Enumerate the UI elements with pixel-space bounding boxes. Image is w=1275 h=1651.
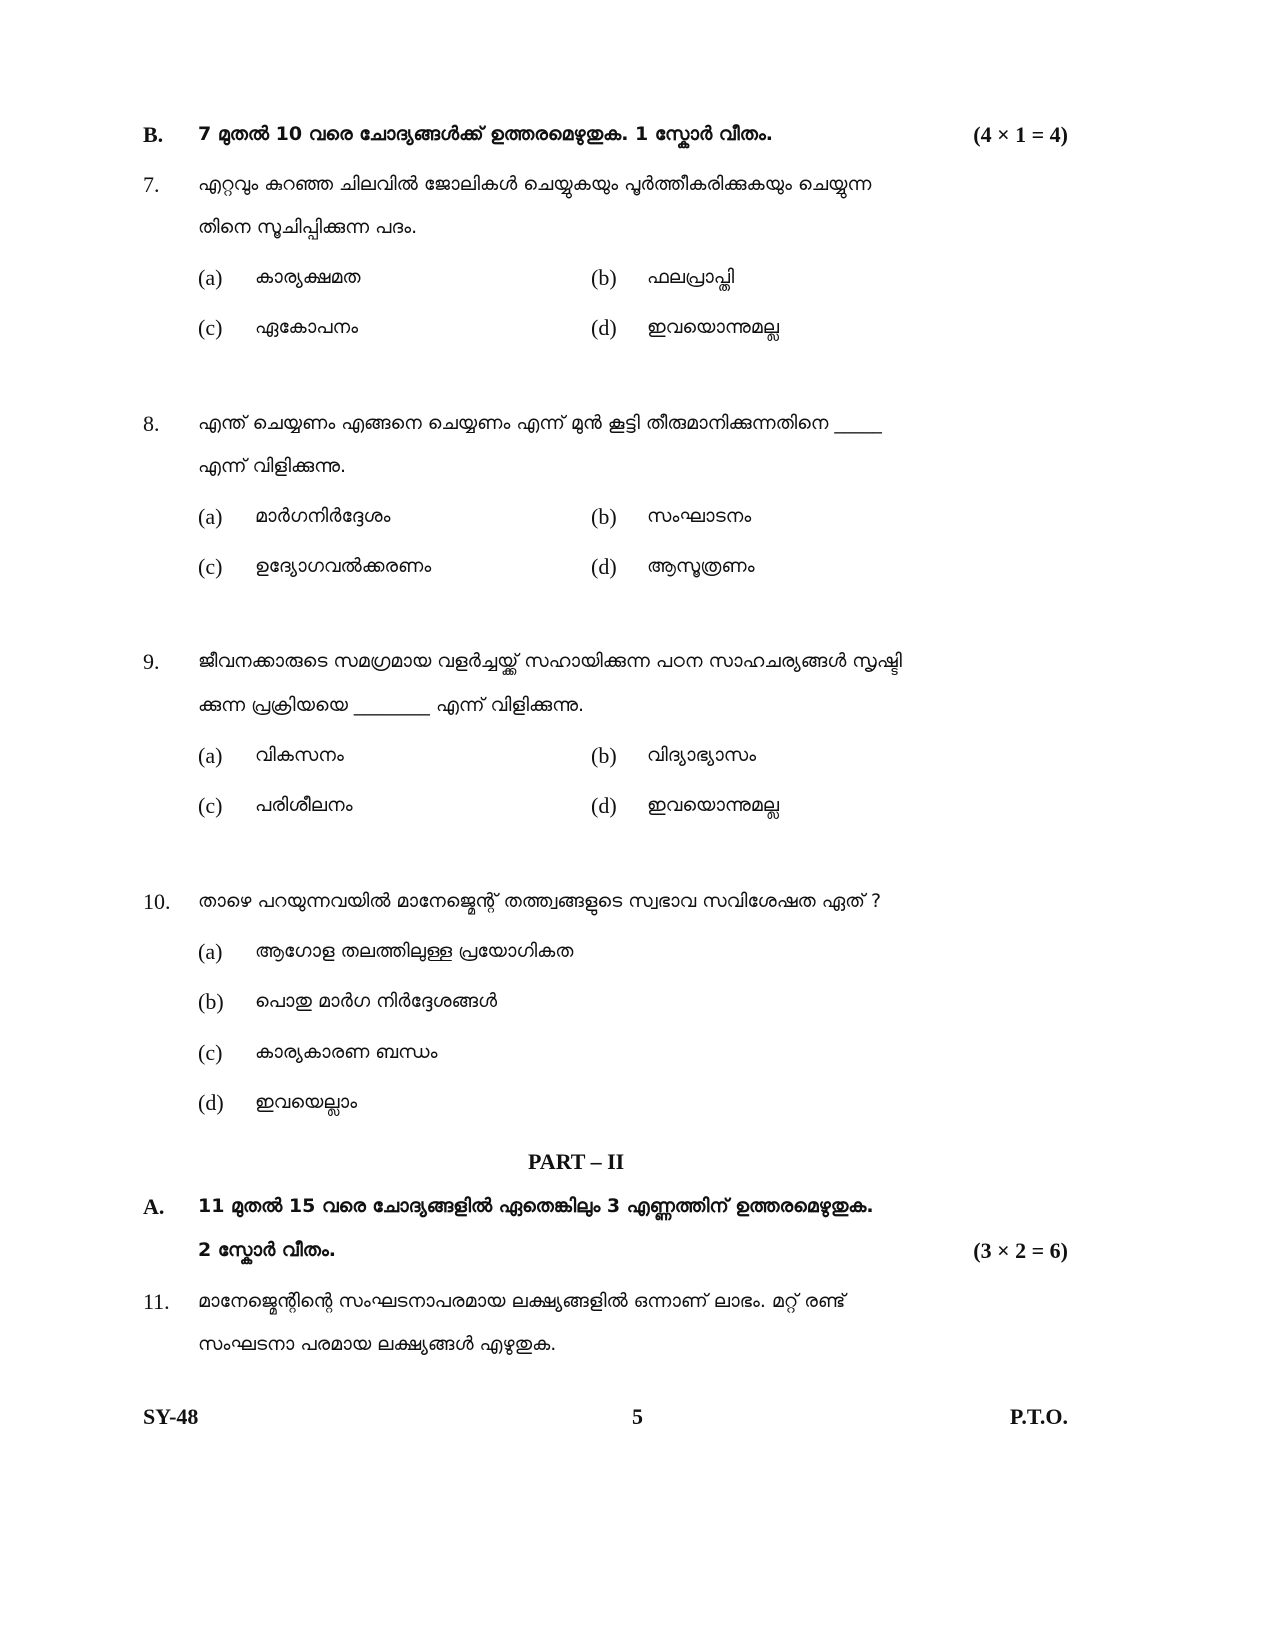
option-text: പൊതു മാർഗ നിർദ്ദേശങ്ങൾ	[255, 990, 498, 1012]
question-number: 11.	[143, 1289, 170, 1314]
part-title: PART – II	[528, 1149, 625, 1174]
option-label: (b)	[591, 265, 617, 290]
option-label: (a)	[198, 265, 223, 290]
option-text: ആസൂത്രണം	[647, 555, 755, 577]
question-number: 8.	[143, 411, 160, 436]
question-text-line: മാനേജ്മെന്റിന്റെ സംഘടനാപരമായ ലക്ഷ്യങ്ങളിൽ ഒന്നാണ് ലാഭം. മറ്റ് രണ്ട്	[198, 1290, 846, 1312]
option-text: കാര്യകാരണ ബന്ധം	[255, 1041, 438, 1063]
option-label: (b)	[198, 989, 224, 1014]
option-label: (a)	[198, 939, 223, 964]
section-marks: (4 × 1 = 4)	[973, 122, 1068, 147]
section-instruction: 2 സ്കോർ വീതം.	[198, 1239, 336, 1261]
option-text: പരിശീലനം	[255, 794, 353, 816]
option-label: (b)	[591, 743, 617, 768]
section-instruction: 11 മുതൽ 15 വരെ ചോദ്യങ്ങളിൽ ഏതെങ്കിലും 3 എണ്ണത്തിന് ഉത്തരമെഴുതുക.	[198, 1195, 874, 1217]
question-text-line: തിനെ സൂചിപ്പിക്കുന്ന പദം.	[198, 216, 418, 238]
question-number: 9.	[143, 649, 160, 674]
pto-label: P.T.O.	[1009, 1404, 1068, 1429]
option-label: (c)	[198, 554, 223, 579]
question-text-line: എന്ത് ചെയ്യണം എങ്ങനെ ചെയ്യണം എന്ന് മുൻ കൂട്ടി തീരുമാനിക്കുന്നതിനെ _____	[198, 412, 882, 434]
option-text: ഇവയൊന്നുമല്ല	[647, 316, 779, 338]
section-letter: A.	[143, 1194, 165, 1219]
question-text-line: താഴെ പറയുന്നവയിൽ മാനേജ്മെന്റ് തത്ത്വങ്ങളുടെ സ്വഭാവ സവിശേഷത ഏത് ?	[198, 890, 882, 912]
question-text-line: എറ്റവും കുറഞ്ഞ ചിലവിൽ ജോലികൾ ചെയ്യുകയും പൂർത്തീകരിക്കുകയും ചെയ്യുന്ന	[198, 173, 872, 195]
option-text: കാര്യക്ഷമത	[255, 266, 361, 288]
option-text: ഇവയൊന്നുമല്ല	[647, 794, 779, 816]
option-label: (c)	[198, 315, 223, 340]
question-text-line: ജീവനക്കാരുടെ സമഗ്രമായ വളർച്ചയ്ക്ക് സഹായിക്കുന്ന പഠന സാഹചര്യങ്ങൾ സൃഷ്ടി	[198, 650, 902, 672]
section-letter: B.	[143, 122, 164, 147]
option-text: ഫലപ്രാപ്തി	[647, 266, 735, 288]
page-number: 5	[632, 1404, 643, 1429]
option-label: (d)	[591, 315, 617, 340]
option-text: ഉദ്യോഗവൽക്കരണം	[255, 555, 432, 577]
section-instruction: 7 മുതൽ 10 വരെ ചോദ്യങ്ങൾക്ക് ഉത്തരമെഴുതുക. 1 സ്കോർ വീതം.	[198, 123, 774, 145]
option-label: (a)	[198, 504, 223, 529]
section-marks: (3 × 2 = 6)	[973, 1238, 1068, 1263]
option-text: ഇവയെല്ലാം	[255, 1091, 358, 1113]
question-text-line: ക്കുന്ന പ്രക്രിയയെ ________ എന്ന് വിളിക്കുന്നു.	[198, 694, 585, 716]
option-label: (d)	[591, 554, 617, 579]
question-number: 10.	[143, 889, 171, 914]
paper-code: SY-48	[143, 1404, 199, 1429]
option-label: (c)	[198, 1040, 223, 1065]
option-label: (a)	[198, 743, 223, 768]
question-number: 7.	[143, 172, 160, 197]
option-label: (d)	[198, 1090, 224, 1115]
option-label: (c)	[198, 793, 223, 818]
option-text: മാർഗനിർദ്ദേശം	[255, 505, 391, 527]
option-text: വികസനം	[255, 744, 344, 766]
option-text: വിദ്യാഭ്യാസം	[647, 744, 757, 766]
option-label: (b)	[591, 504, 617, 529]
option-label: (d)	[591, 793, 617, 818]
option-text: ആഗോള തലത്തിലുള്ള പ്രയോഗികത	[255, 940, 574, 962]
question-text-line: എന്ന് വിളിക്കുന്നു.	[198, 455, 347, 477]
option-text: സംഘാടനം	[647, 505, 752, 527]
question-text-line: സംഘടനാ പരമായ ലക്ഷ്യങ്ങൾ എഴുതുക.	[198, 1333, 557, 1355]
option-text: ഏകോപനം	[255, 316, 359, 338]
